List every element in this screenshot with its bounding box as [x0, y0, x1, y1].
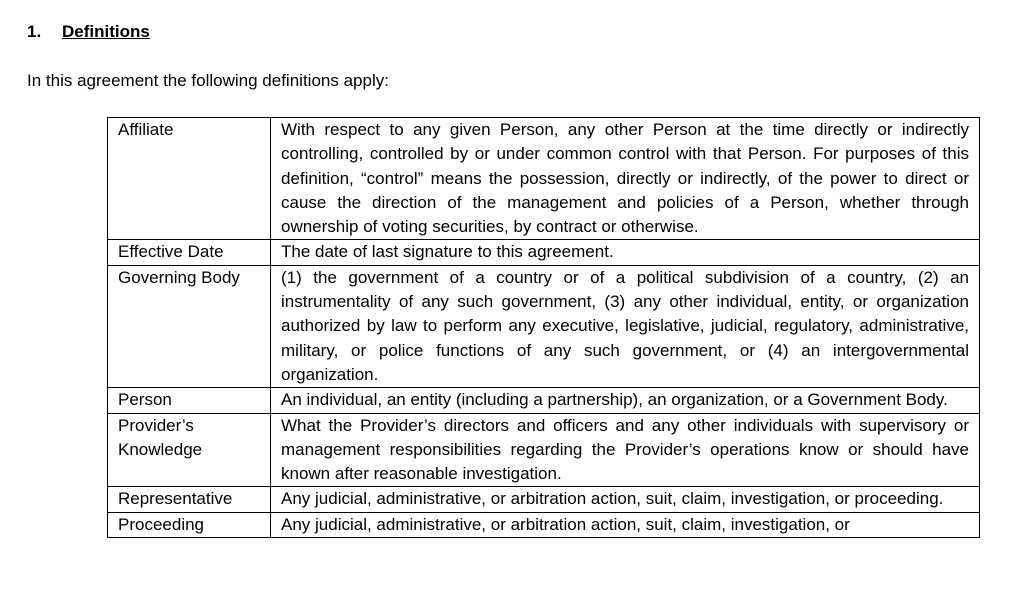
term-cell: Proceeding — [108, 512, 271, 537]
table-row — [108, 240, 980, 265]
term-cell: Person — [108, 388, 271, 413]
term-cell: Affiliate — [108, 118, 271, 240]
definition-cell: With respect to any given Person, any other Person at the time directly or indirectly controlling, controlled by or under common control with that Person. For purposes of this definition, “control” means the possession, directly or indirectly, of the power to direct or cause the direction of the management and policies of a Person, whether through ownership of voting securities, by contract or otherwise. — [271, 118, 980, 240]
table-row — [108, 118, 980, 240]
definition-cell: What the Provider’s directors and officers and any other individuals with supervisory or management responsibilities regarding the Provider’s operations know or should have known after reasonable investigation. — [271, 413, 980, 487]
definition-cell: Any judicial, administrative, or arbitration action, suit, claim, investigation, or — [271, 512, 980, 537]
term-cell: Representative — [108, 487, 271, 512]
term-cell: Effective Date — [108, 240, 271, 265]
table-row — [108, 512, 980, 537]
table-row — [108, 487, 980, 512]
section-heading — [27, 21, 150, 43]
definition-cell: The date of last signature to this agreement. — [271, 240, 980, 265]
section-title: Definitions — [62, 22, 150, 41]
definitions-table — [107, 117, 980, 538]
section-number: 1. — [27, 22, 42, 41]
term-cell: Provider’s Knowledge — [108, 413, 271, 487]
table-row — [108, 413, 980, 487]
table-row — [108, 388, 980, 413]
definition-cell: Any judicial, administrative, or arbitration action, suit, claim, investigation, or proceeding. — [271, 487, 980, 512]
table-row — [108, 265, 980, 387]
definition-cell: (1) the government of a country or of a political subdivision of a country, (2) an instrumentality of any such government, (3) any other individual, entity, or organization authorized by law to perform any executive, legislative, judicial, regulatory, administrative, military, or police functions of any such government, or (4) an intergovernmental organization. — [271, 265, 980, 387]
term-cell: Governing Body — [108, 265, 271, 387]
definition-cell: An individual, an entity (including a partnership), an organization, or a Government Body. — [271, 388, 980, 413]
intro-paragraph: In this agreement the following definitions apply: — [27, 71, 389, 90]
